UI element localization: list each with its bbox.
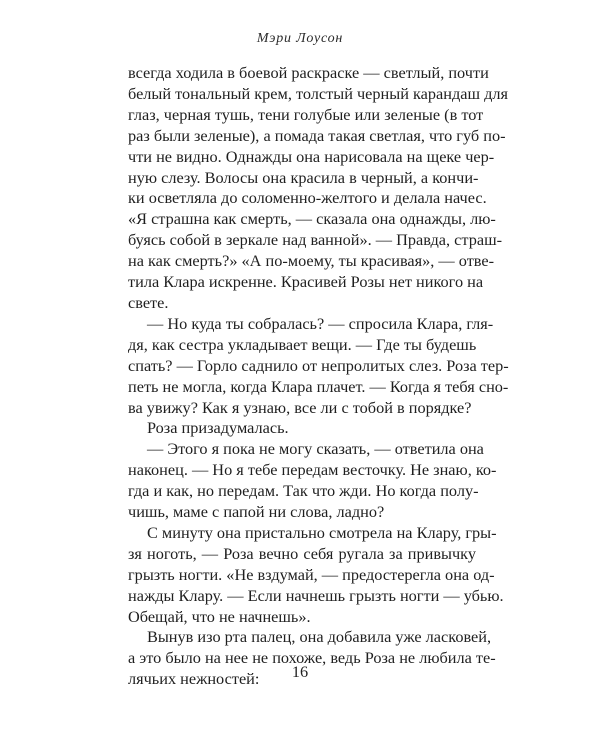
body-text xyxy=(128,63,509,690)
text-line: нажды Клару. — Если начнешь грызть ногти — убью. xyxy=(128,585,504,605)
text-line: а это было на нее не похоже, ведь Роза не любила те- xyxy=(128,648,496,668)
text-line: Вынув изо рта палец, она добавила уже ласковей, xyxy=(147,627,492,647)
text-line: на как смерть?» «А по-моему, ты красивая», — отве- xyxy=(128,251,495,271)
text-line: раз были зеленые), а помада такая светлая, что губ по- xyxy=(128,125,506,145)
text-line: С минуту она пристально смотрела на Клару, гры- xyxy=(147,522,497,542)
text-line: грызть ногти. «Не вздумай, — предостерегла она од- xyxy=(128,564,495,584)
page-number: 16 xyxy=(291,662,309,681)
text-line: «Я страшна как смерть, — сказала она однажды, лю- xyxy=(128,209,496,229)
text-line: свете. xyxy=(128,292,169,312)
text-line: наконец. — Но я тебе передам весточку. Не знаю, ко- xyxy=(128,460,497,480)
text-line: — Но куда ты собралась? — спросила Клара, гля- xyxy=(147,313,494,333)
text-line: зя ноготь, — Роза вечно себя ругала за привычку xyxy=(128,543,476,563)
text-line: — Этого я пока не могу сказать, — ответила она xyxy=(147,439,484,459)
text-line: ки осветляла до соломенно-желтого и делала начес. xyxy=(128,188,487,208)
text-line: ва увижу? Как я узнаю, все ли с тобой в порядке? xyxy=(128,397,472,417)
text-line: белый тональный крем, толстый черный карандаш для xyxy=(128,83,508,103)
text-line: лячьих нежностей: xyxy=(128,669,260,689)
text-line: гда и как, но передам. Так что жди. Но когда полу- xyxy=(128,481,479,501)
text-line: всегда ходила в боевой раскраске — светлый, почти xyxy=(128,63,489,82)
text-line: спать? — Горло саднило от непролитых слез. Роза тер- xyxy=(128,355,509,375)
text-line: чишь, маме с папой ни слова, ладно? xyxy=(128,502,385,522)
text-line: Обещай, что не начнешь». xyxy=(128,606,311,626)
running-head: Мэри Лоусон xyxy=(256,31,344,46)
text-line: тила Клара искренне. Красивей Розы нет никого на xyxy=(128,272,484,292)
text-line: глаз, черная тушь, тени голубые или зеленые (в тот xyxy=(128,104,484,124)
text-line: чти не видно. Однажды она нарисовала на щеке чер- xyxy=(128,146,495,166)
text-line: петь не могла, когда Клара плачет. — Когда я тебя сно- xyxy=(128,376,509,396)
text-line: буясь собой в зеркале над ванной». — Правда, страш- xyxy=(128,230,503,250)
text-line: Роза призадумалась. xyxy=(147,418,289,438)
text-line: ную слезу. Волосы она красила в черный, а кончи- xyxy=(128,167,479,187)
text-line: дя, как сестра укладывает вещи. — Где ты будешь xyxy=(128,334,477,354)
